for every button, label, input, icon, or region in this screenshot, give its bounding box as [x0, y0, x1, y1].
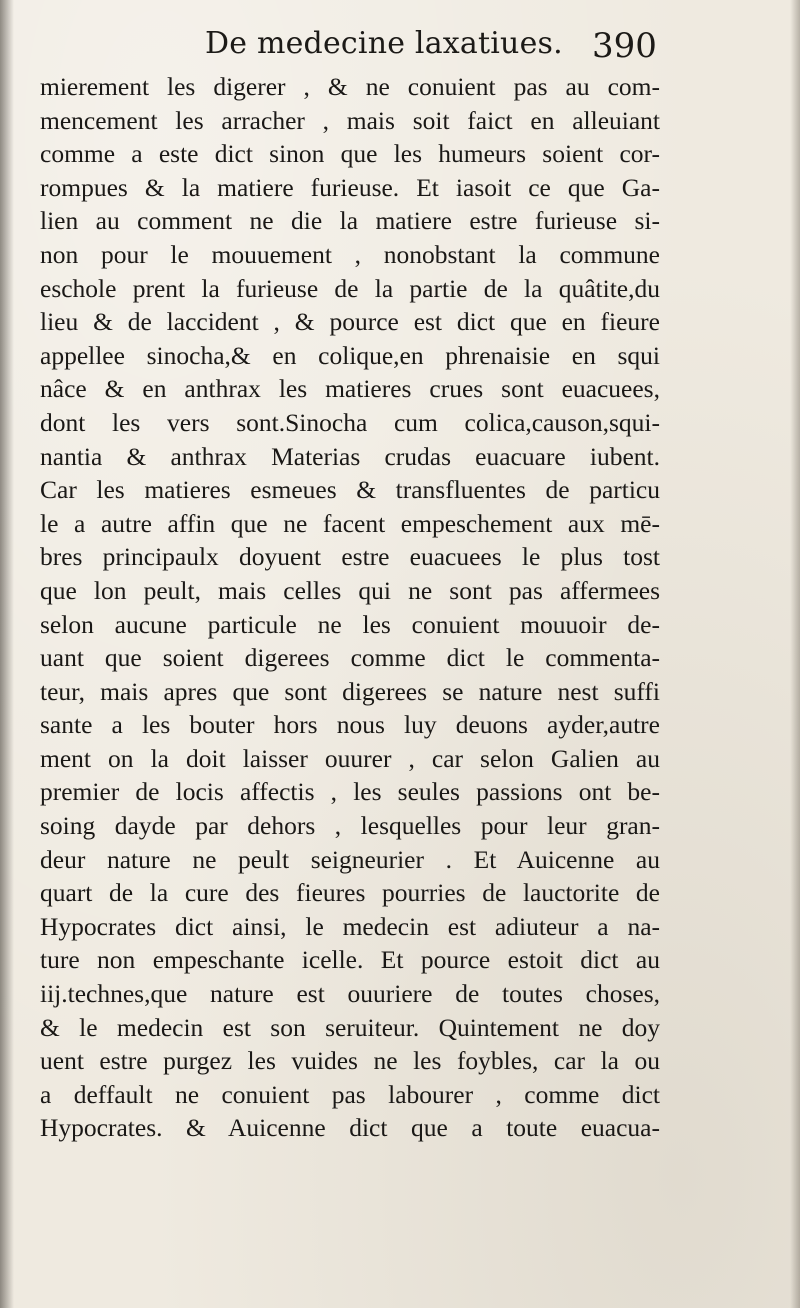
text-line: que lon peult, mais celles qui ne sont pas affermees [40, 575, 660, 605]
text-line: premier de locis affectis , les seules passions ont be- [40, 777, 660, 807]
text-line: appellee sinocha,& en colique,en phrenaisie en squi [40, 340, 660, 370]
text-line: non pour le mouuement , nonobstant la commune [40, 239, 660, 269]
text-line: nâce & en anthrax les matieres crues sont euacuees, [40, 374, 660, 404]
text-line: a deffault ne conuient pas labourer , comme dict [40, 1079, 660, 1109]
text-line: uant que soient digerees comme dict le commenta- [40, 643, 660, 673]
text-line: soing dayde par dehors , lesquelles pour leur gran- [40, 811, 660, 841]
text-line: Hypocrates dict ainsi, le medecin est adiuteur a na- [40, 911, 660, 941]
body-text [40, 70, 660, 1145]
text-line: comme a este dict sinon que les humeurs soient cor- [40, 139, 660, 169]
text-line: Hypocrates. & Auicenne dict que a toute euacua- [40, 1113, 660, 1143]
text-line: eschole prent la furieuse de la partie de la quâtite,du [40, 273, 660, 303]
text-line: Car les matieres esmeues & transfluentes de particu [40, 475, 660, 505]
gutter-shadow [0, 0, 14, 1308]
page-edge-shadow [790, 0, 800, 1308]
text-line: lieu & de laccident , & pource est dict que en fieure [40, 307, 660, 337]
text-line: sante a les bouter hors nous luy deuons ayder,autre [40, 710, 660, 740]
text-line: quart de la cure des fieures pourries de lauctorite de [40, 878, 660, 908]
text-line: le a autre affin que ne facent empeschement aux mē- [40, 508, 660, 538]
text-line: dont les vers sont.Sinocha cum colica,causon,squi- [40, 407, 660, 437]
text-line: mencement les arracher , mais soit faict en alleuiant [40, 105, 660, 135]
text-line: ture non empeschante icelle. Et pource estoit dict au [40, 945, 660, 975]
text-line: uent estre purgez les vuides ne les foybles, car la ou [40, 1046, 660, 1076]
text-line: lien au comment ne die la matiere estre furieuse si- [40, 206, 660, 236]
text-line: iij.technes,que nature est ouuriere de toutes choses, [40, 979, 660, 1009]
page-number: 390 [592, 26, 657, 66]
text-line: rompues & la matiere furieuse. Et iasoit ce que Ga- [40, 172, 660, 202]
text-line: mierement les digerer , & ne conuient pas au com- [40, 72, 660, 101]
text-line: teur, mais apres que sont digerees se nature nest suffi [40, 676, 660, 706]
page-header [0, 18, 800, 78]
text-line: selon aucune particule ne les conuient mouuoir de- [40, 609, 660, 639]
text-line: nantia & anthrax Materias crudas euacuare iubent. [40, 441, 660, 471]
text-line: & le medecin est son seruiteur. Quintement ne doy [40, 1012, 660, 1042]
text-line: deur nature ne peult seigneurier . Et Auicenne au [40, 844, 660, 874]
running-head: De medecine laxatiues. [205, 26, 563, 61]
text-line: bres principaulx doyuent estre euacuees le plus tost [40, 542, 660, 572]
text-line: ment on la doit laisser ouurer , car selon Galien au [40, 743, 660, 773]
